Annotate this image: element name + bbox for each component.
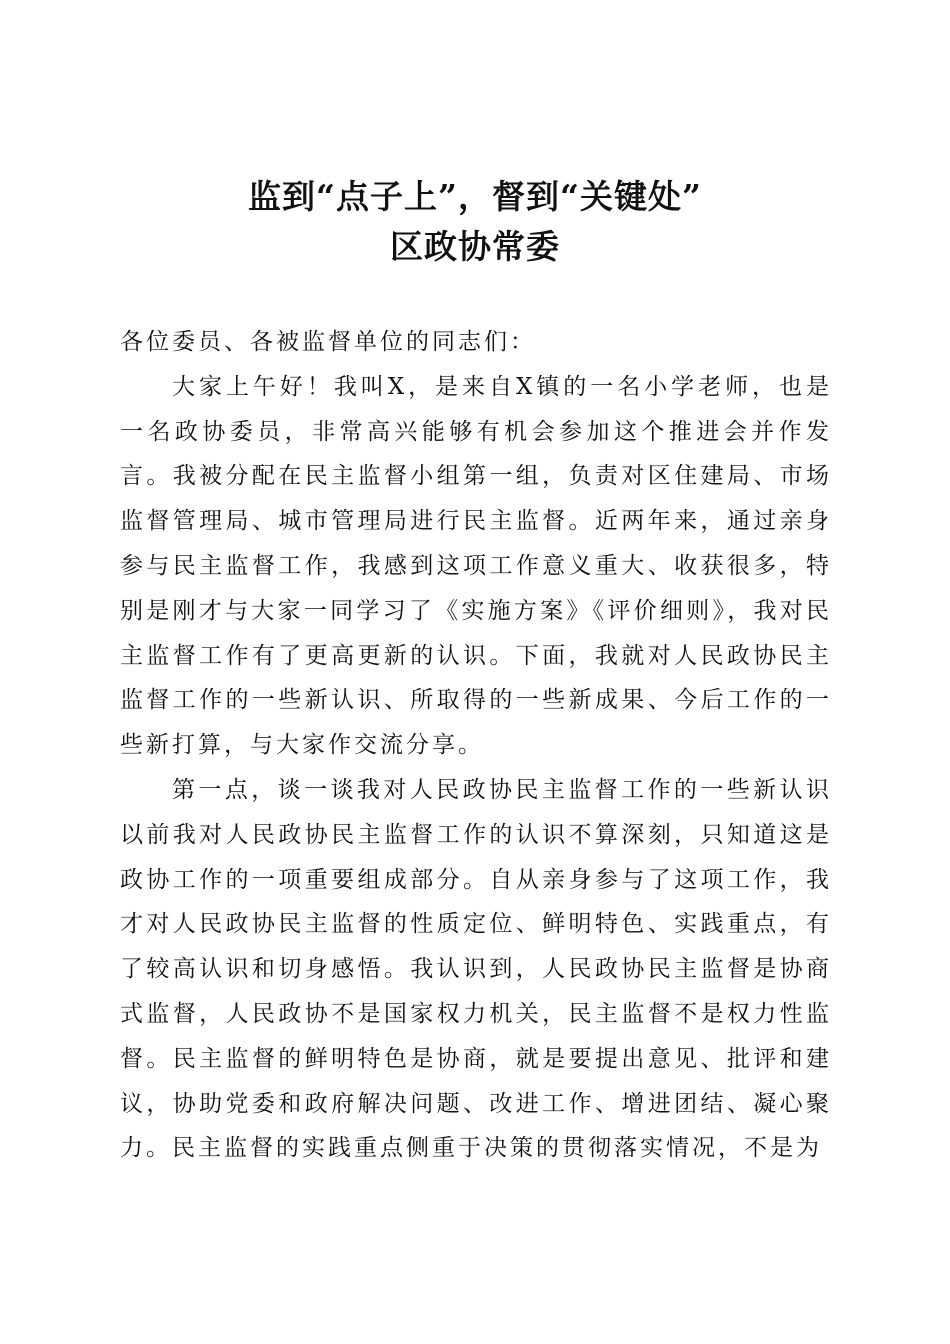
salutation: 各位委员、各被监督单位的同志们： (120, 329, 536, 355)
paragraph-2: 第一点，谈一谈我对人民政协民主监督工作的一些新认识以前我对人民政协民主监督工作的认识不算深刻，只知道这是政协工作的一项重要组成部分。自从亲身参与了这项工作，我才对人民政协民主监督的性质定位、鲜明特色、实践重点，有了较高认识和切身感悟。我认识到，人民政协民主监督是协商式监督，人民政协不是国家权力机关，民主监督不是权力性监督。民主监督的鲜明特色是协商，就是要提出意见、批评和建议，协助党委和政府解决问题、改进工作、增进团结、凝心聚力。民主监督的实践重点侧重于决策的贯彻落实情况，不是为 (120, 776, 832, 1162)
title-main: 监到“点子上”，督到“关键处” (248, 177, 702, 216)
document-title (0, 172, 950, 272)
title-author: 区政协常委 (390, 227, 560, 266)
paragraph-1: 大家上午好！我叫X，是来自X镇的一名小学老师，也是一名政协委员，非常高兴能够有机会参加这个推进会并作发言。我被分配在民主监督小组第一组，负责对区住建局、市场监督管理局、城市管理局进行民主监督。近两年来，通过亲身参与民主监督工作，我感到这项工作意义重大、收获很多，特别是刚才与大家一同学习了《实施方案》《评价细则》，我对民主监督工作有了更高更新的认识。下面，我就对人民政协民主监督工作的一些新认识、所取得的一些新成果、今后工作的一些新打算，与大家作交流分享。 (120, 373, 832, 759)
document-body (120, 320, 832, 1171)
